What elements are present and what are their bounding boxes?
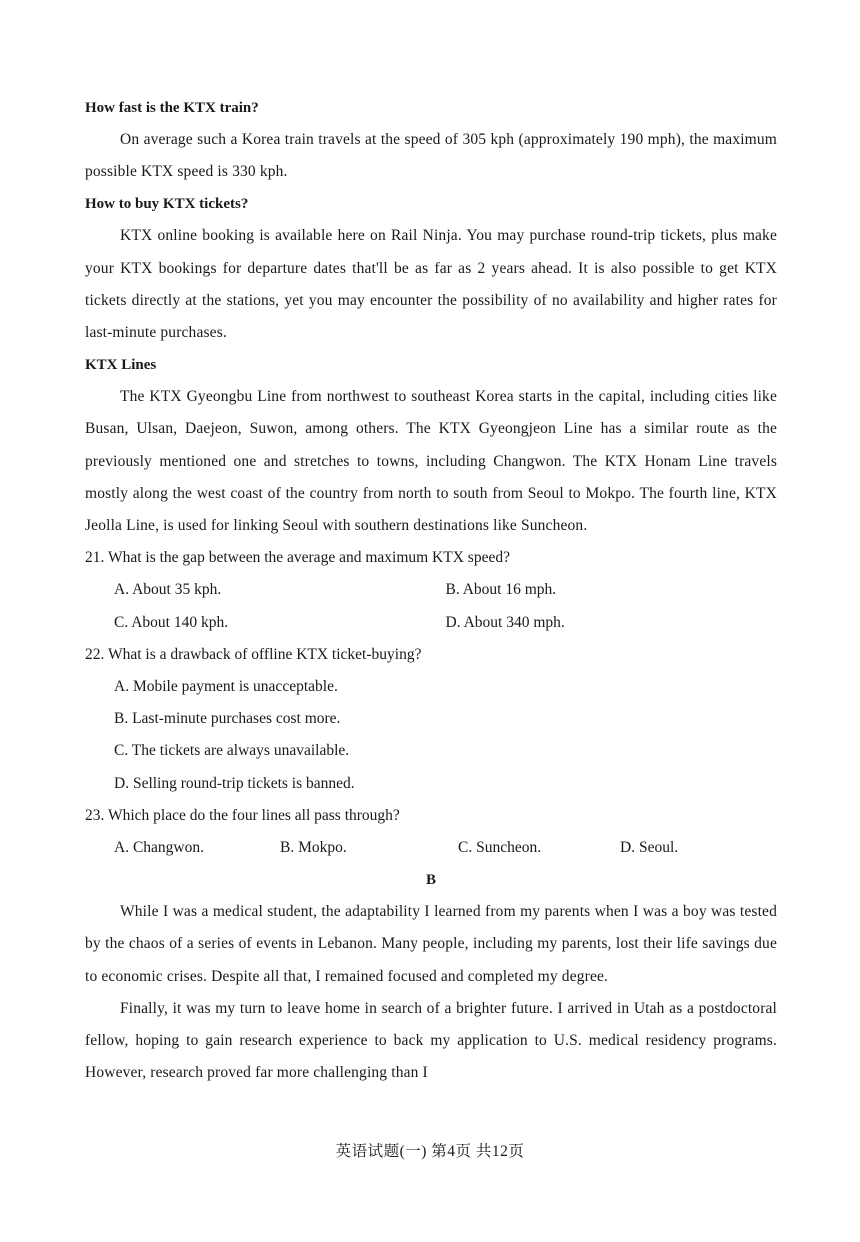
option-22-d: D. Selling round-trip tickets is banned. [114,774,355,792]
question-21-options-row-1 [85,574,777,606]
option-23-b: B. Mokpo. [280,838,347,856]
option-21-a: A. About 35 kph. [114,581,222,599]
question-23-options-row [85,832,777,864]
page-content [85,92,777,1089]
section-heading-lines: KTX Lines [85,357,157,374]
option-22-a: A. Mobile payment is unacceptable. [114,677,338,695]
option-22-c: C. The tickets are always unavailable. [114,742,350,760]
section-heading-tickets: How to buy KTX tickets? [85,196,249,213]
option-21-c: C. About 140 kph. [114,613,229,631]
question-23: 23. Which place do the four lines all pass through? [85,806,400,824]
section-b-letter: B [425,872,436,889]
question-21-options-row-2 [85,607,777,639]
question-21: 21. What is the gap between the average and maximum KTX speed? [85,549,510,567]
paragraph-speed: On average such a Korea train travels at the speed of 305 kph (approximately 190 mph), the maximum possible KTX speed is 330 kph. [85,131,777,181]
paragraph-tickets: KTX online booking is available here on Rail Ninja. You may purchase round-trip tickets, plus make your KTX bookings for departure dates that'll be as far as 2 years ahead. It is also possible to get KTX tickets directly at the stations, yet you may encounter the possibility of no availability and higher rates for last-minute purchases. [85,227,777,342]
option-21-d: D. About 340 mph. [445,613,565,631]
section-b-paragraph-2: Finally, it was my turn to leave home in search of a brighter future. I arrived in Utah as a postdoctoral fellow, hoping to gain research experience to back my application to U.S. medical residency programs. However, research proved far more challenging than I [85,999,777,1082]
option-22-b: B. Last-minute purchases cost more. [114,710,341,728]
option-23-a: A. Changwon. [114,838,204,856]
option-23-d: D. Seoul. [620,838,679,856]
page-footer: 英语试题(一) 第4页 共12页 [335,1143,525,1160]
section-b-paragraph-1: While I was a medical student, the adaptability I learned from my parents when I was a boy was tested by the chaos of a series of events in Lebanon. Many people, including my parents, lost their life savings due to economic crises. Despite all that, I remained focused and completed my degree. [85,903,777,985]
option-23-c: C. Suncheon. [458,838,542,856]
question-22: 22. What is a drawback of offline KTX ticket-buying? [85,645,422,663]
section-heading-speed: How fast is the KTX train? [85,100,259,116]
paragraph-lines: The KTX Gyeongbu Line from northwest to southeast Korea starts in the capital, including cities like Busan, Ulsan, Daejeon, Suwon, among others. The KTX Gyeongjeon Line has a similar route as the previously mentioned one and stretches to towns, including Changwon. The KTX Honam Line travels mostly along the west coast of the country from north to south from Seoul to Mokpo. The fourth line, KTX Jeolla Line, is used for linking Seoul with southern destinations like Suncheon. [85,388,777,535]
option-21-b: B. About 16 mph. [445,581,557,599]
